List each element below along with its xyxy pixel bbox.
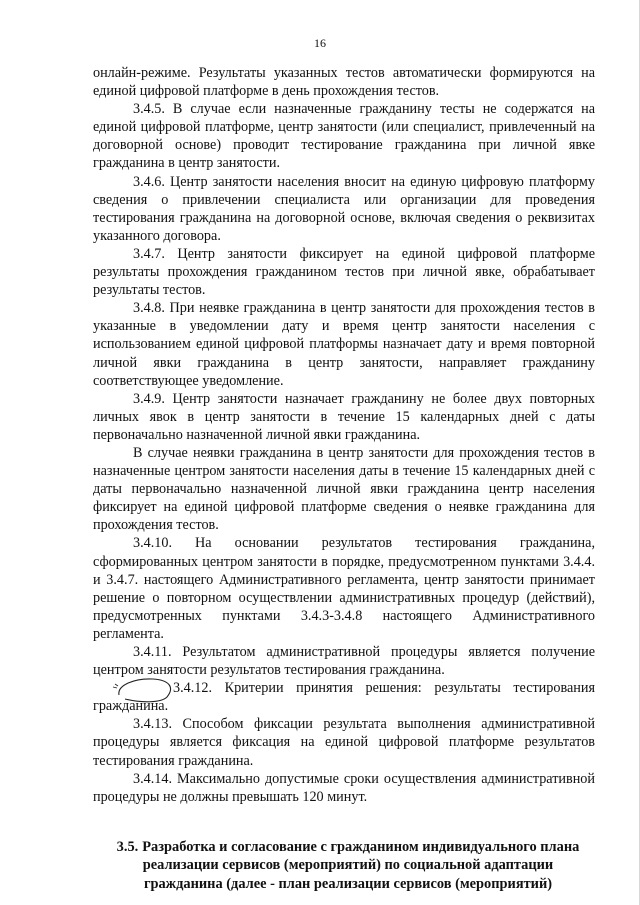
paragraph-3-4-9: 3.4.9. Центр занятости назначает гражданину не более двух повторных личных явок в центр занятости в течение 15 календарных дней с даты первоначально назначенной личной явки гражданина. — [93, 390, 595, 443]
marked-clause-number — [133, 679, 212, 697]
section-number: 3.5. — [116, 838, 139, 855]
paragraph-3-4-6: 3.4.6. Центр занятости населения вносит на единую цифровую платформу сведения о привлечении специалиста или организации для проведения тестирования гражданина на договорной основе, включая сведения о реквизитах указанного договора. — [93, 173, 595, 244]
paragraph-3-4-13: 3.4.13. Способом фиксации результата выполнения административной процедуры является фиксация на единой цифровой платформе результатов тестирования гражданина. — [93, 716, 595, 769]
section-title: Разработка и согласование с гражданином индивидуального плана реализации сервисов (мероприятий) по социальной адаптации гражданина (далее - план реализации сервисов (мероприятий) — [142, 838, 580, 893]
paragraph-3-4-9-absence: В случае неявки гражданина в центр занятости для прохождения тестов в назначенные центром занятости населения даты в течение 15 календарных дней с даты первоначально назначенной личной явки гражданина центр населения фиксирует на единой цифровой платформе сведения о неявке гражданина для прохождения тестов. — [93, 444, 595, 534]
paragraph-3-4-14: 3.4.14. Максимально допустимые сроки осуществления административной процедуры не должны превышать 120 минут. — [93, 770, 595, 805]
page-number: 16 — [314, 36, 326, 50]
clause-text-3-4-12: Критерии принятия решения: результаты тестирования гражданина. — [93, 680, 595, 715]
paragraph-3-4-7: 3.4.7. Центр занятости фиксирует на единой цифровой платформе результаты прохождения гражданином тестов при личной явке, обрабатывает результаты тестов. — [93, 245, 595, 299]
paragraph-3-4-10: 3.4.10. На основании результатов тестирования гражданина, сформированных центром занятости в порядке, предусмотренном пунктами 3.4.4. и 3.4.7. настоящего Административного регламента, центр занятости принимает решение о повторном осуществлении административных процедур (действий), предусмотренных пунктами 3.4.3-3.4.8 настоящего Административного регламента. — [93, 535, 595, 642]
section-heading-3-5 — [93, 838, 595, 894]
paragraph-3-4-11: 3.4.11. Результатом административной процедуры является получение центром занятости результатов тестирования гражданина. — [93, 644, 595, 679]
paragraph-3-4-5: 3.4.5. В случае если назначенные гражданину тесты не содержатся на единой цифровой платформе, центр занятости (или специалист, привлеченный на договорной основе) проводит тестирование гражданина при личной явке гражданина в центр занятости. — [93, 101, 595, 172]
document-body — [93, 64, 595, 894]
clause-number-3-4-12: 3.4.12. — [173, 680, 213, 697]
paragraph-3-4-12 — [93, 679, 595, 715]
paragraph-3-4-8: 3.4.8. При неявке гражданина в центр занятости для прохождения тестов в указанные в уведомлении дату и время центр занятости населения с использованием единой цифровой платформы назначает дату и время повторной личной явки гражданина в центр занятости, направляет гражданину соответствующее уведомление. — [93, 300, 595, 389]
paragraph-continuation: онлайн-режиме. Результаты указанных тестов автоматически формируются на единой цифровой платформе в день прохождения тестов. — [93, 65, 595, 100]
